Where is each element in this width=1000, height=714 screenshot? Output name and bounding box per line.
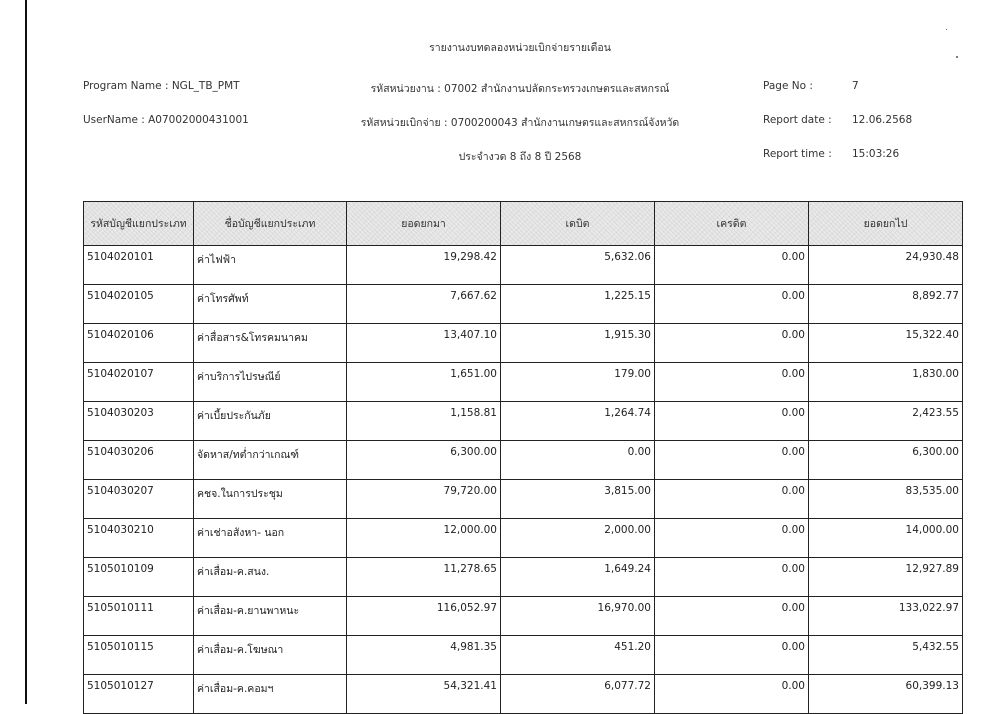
account-name: ค่าเช่าอสังหา- นอก	[194, 519, 347, 558]
credit: 0.00	[655, 402, 809, 441]
table-row	[84, 402, 963, 441]
table-row	[84, 324, 963, 363]
carried-forward: 15,322.40	[809, 324, 963, 363]
debit: 1,915.30	[501, 324, 655, 363]
scan-speck	[956, 56, 958, 58]
credit: 0.00	[655, 636, 809, 675]
report-date-label: Report date :	[763, 114, 832, 126]
debit: 3,815.00	[501, 480, 655, 519]
account-name: ค่าเบี้ยประกันภัย	[194, 402, 347, 441]
debit: 179.00	[501, 363, 655, 402]
account-name: ค่าเสื่อม-ค.โฆษณา	[194, 636, 347, 675]
col-header-account-name: ชื่อบัญชีแยกประเภท	[194, 202, 347, 246]
account-code: 5104020106	[84, 324, 194, 363]
brought-forward: 12,000.00	[347, 519, 501, 558]
table-row	[84, 285, 963, 324]
brought-forward: 13,407.10	[347, 324, 501, 363]
account-code: 5104030210	[84, 519, 194, 558]
report-time-value: 15:03:26	[852, 148, 900, 160]
brought-forward: 6,300.00	[347, 441, 501, 480]
account-name: ค่าเสื่อม-ค.ยานพาหนะ	[194, 597, 347, 636]
account-code: 5105010109	[84, 558, 194, 597]
report-title: รายงานงบทดลองหน่วยเบิกจ่ายรายเดือน	[429, 42, 611, 54]
debit: 1,264.74	[501, 402, 655, 441]
account-code: 5104030203	[84, 402, 194, 441]
debit: 451.20	[501, 636, 655, 675]
col-header-brought-forward: ยอดยกมา	[347, 202, 501, 246]
account-code: 5104020105	[84, 285, 194, 324]
debit: 0.00	[501, 441, 655, 480]
credit: 0.00	[655, 363, 809, 402]
carried-forward: 60,399.13	[809, 675, 963, 714]
account-code: 5104030207	[84, 480, 194, 519]
credit: 0.00	[655, 285, 809, 324]
col-header-debit: เดบิต	[501, 202, 655, 246]
account-name: ค่าเสื่อม-ค.สนง.	[194, 558, 347, 597]
brought-forward: 79,720.00	[347, 480, 501, 519]
brought-forward: 1,651.00	[347, 363, 501, 402]
disbursing-unit-line: รหัสหน่วยเบิกจ่าย : 0700200043 สำนักงานเกษตรและสหกรณ์จังหวัด	[360, 117, 680, 129]
report-time-label: Report time :	[763, 148, 832, 160]
account-code: 5104030206	[84, 441, 194, 480]
account-name: ค่าบริการไปรษณีย์	[194, 363, 347, 402]
period-line: ประจำงวด 8 ถึง 8 ปี 2568	[458, 151, 582, 163]
table-header-row	[84, 202, 963, 246]
account-name: ค่าไฟฟ้า	[194, 246, 347, 285]
account-code: 5105010111	[84, 597, 194, 636]
table-row	[84, 246, 963, 285]
table-row	[84, 636, 963, 675]
carried-forward: 83,535.00	[809, 480, 963, 519]
credit: 0.00	[655, 519, 809, 558]
table-row	[84, 363, 963, 402]
carried-forward: 8,892.77	[809, 285, 963, 324]
account-name: ค่าสื่อสาร&โทรคมนาคม	[194, 324, 347, 363]
carried-forward: 24,930.48	[809, 246, 963, 285]
carried-forward: 6,300.00	[809, 441, 963, 480]
account-name: ค่าเสื่อม-ค.คอมฯ	[194, 675, 347, 714]
scan-speck	[946, 29, 947, 30]
carried-forward: 133,022.97	[809, 597, 963, 636]
brought-forward: 116,052.97	[347, 597, 501, 636]
brought-forward: 7,667.62	[347, 285, 501, 324]
credit: 0.00	[655, 558, 809, 597]
table-row	[84, 441, 963, 480]
account-code: 5105010115	[84, 636, 194, 675]
trial-balance-table	[83, 201, 963, 714]
brought-forward: 4,981.35	[347, 636, 501, 675]
col-header-account-code: รหัสบัญชีแยกประเภท	[84, 202, 194, 246]
table-row	[84, 597, 963, 636]
debit: 1,225.15	[501, 285, 655, 324]
agency-line: รหัสหน่วยงาน : 07002 สำนักงานปลัดกระทรวงเกษตรและสหกรณ์	[370, 83, 670, 95]
credit: 0.00	[655, 480, 809, 519]
account-name: ค่าโทรศัพท์	[194, 285, 347, 324]
carried-forward: 12,927.89	[809, 558, 963, 597]
carried-forward: 1,830.00	[809, 363, 963, 402]
user-name: UserName : A07002000431001	[83, 114, 249, 126]
carried-forward: 14,000.00	[809, 519, 963, 558]
account-code: 5105010127	[84, 675, 194, 714]
debit: 5,632.06	[501, 246, 655, 285]
debit: 16,970.00	[501, 597, 655, 636]
credit: 0.00	[655, 441, 809, 480]
account-name: จัดหาส/ทต่ำกว่าเกณฑ์	[194, 441, 347, 480]
table-row	[84, 558, 963, 597]
credit: 0.00	[655, 324, 809, 363]
debit: 2,000.00	[501, 519, 655, 558]
account-code: 5104020107	[84, 363, 194, 402]
table-row	[84, 480, 963, 519]
table-row	[84, 519, 963, 558]
credit: 0.00	[655, 597, 809, 636]
report-date-value: 12.06.2568	[852, 114, 913, 126]
table-row	[84, 675, 963, 714]
program-name: Program Name : NGL_TB_PMT	[83, 80, 240, 92]
carried-forward: 2,423.55	[809, 402, 963, 441]
col-header-carried-forward: ยอดยกไป	[809, 202, 963, 246]
col-header-credit: เครดิต	[655, 202, 809, 246]
credit: 0.00	[655, 675, 809, 714]
brought-forward: 1,158.81	[347, 402, 501, 441]
account-code: 5104020101	[84, 246, 194, 285]
page-no-value: 7	[852, 80, 859, 92]
brought-forward: 54,321.41	[347, 675, 501, 714]
page-left-edge	[25, 0, 27, 704]
carried-forward: 5,432.55	[809, 636, 963, 675]
credit: 0.00	[655, 246, 809, 285]
brought-forward: 11,278.65	[347, 558, 501, 597]
brought-forward: 19,298.42	[347, 246, 501, 285]
page-no-label: Page No :	[763, 80, 813, 92]
debit: 1,649.24	[501, 558, 655, 597]
account-name: คชจ.ในการประชุม	[194, 480, 347, 519]
debit: 6,077.72	[501, 675, 655, 714]
